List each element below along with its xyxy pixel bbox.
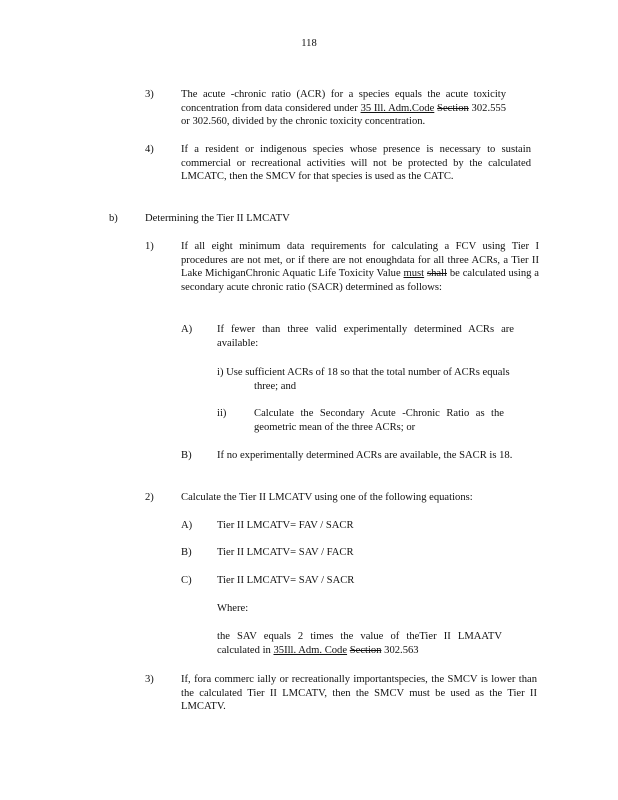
item-ii-number: ii) bbox=[217, 408, 227, 419]
item-4-text: If a resident or indigenous species whose presence is necessary to sustain commercial or recreational activities will not be protected by the calculated LMCATC, then the SMCV for that species is used as the CATC. bbox=[181, 144, 531, 182]
must-underlined: must bbox=[403, 268, 425, 279]
equation-C: Tier II LMCATV= SAV / SACR bbox=[217, 575, 355, 586]
item-b2-text: Calculate the Tier II LMCATV using one of the following equations: bbox=[181, 492, 473, 503]
item-A-text: If fewer than three valid experimentally determined ACRs are available: bbox=[217, 324, 514, 349]
equation-A-number: A) bbox=[181, 520, 193, 531]
item-3-text: The acute -chronic ratio (ACR) for a species equals the acute toxicity concentration from data considered under 35 Ill. Adm.Code Section 302.555 or 302.560, divided by the chronic toxicity concentration. bbox=[181, 89, 506, 127]
equation-B: Tier II LMCATV= SAV / FACR bbox=[217, 547, 354, 558]
item-A-number: A) bbox=[181, 324, 193, 335]
item-b3-number: 3) bbox=[145, 674, 154, 685]
item-B-text: If no experimentally determined ACRs are available, the SACR is 18. bbox=[217, 450, 513, 461]
page-number: 118 bbox=[301, 38, 317, 49]
item-3-number: 3) bbox=[145, 89, 154, 100]
item-b2-number: 2) bbox=[145, 492, 154, 503]
item-B-number: B) bbox=[181, 450, 192, 461]
item-b1-number: 1) bbox=[145, 241, 154, 252]
item-4-number: 4) bbox=[145, 144, 154, 155]
section-b-number: b) bbox=[109, 213, 118, 224]
section-b-title: Determining the Tier II LMCATV bbox=[145, 213, 290, 224]
citation-underlined: 35 Ill. Adm.Code bbox=[360, 102, 435, 114]
sav-definition: the SAV equals 2 times the value of theTier II LMAATV calculated in 35Ill. Adm. Code Section 302.563 bbox=[217, 631, 502, 656]
item-ii-text: Calculate the Secondary Acute -Chronic Ratio as the geometric mean of the three ACRs; or bbox=[254, 408, 504, 433]
equation-A: Tier II LMCATV= FAV / SACR bbox=[217, 520, 354, 531]
citation-underlined: 35Ill. Adm. Code bbox=[273, 644, 348, 656]
section-struck: Section bbox=[349, 644, 382, 656]
item-i-text: i) Use sufficient ACRs of 18 so that the total number of ACRs equals three; and bbox=[217, 367, 510, 392]
shall-struck: shall bbox=[426, 268, 447, 279]
equation-C-number: C) bbox=[181, 575, 192, 586]
where-label: Where: bbox=[217, 603, 249, 614]
equation-B-number: B) bbox=[181, 547, 192, 558]
item-b3-text: If, fora commerc ially or recreationally importantspecies, the SMCV is lower than the calculated Tier II LMCATV, then the SMCV must be used as the Tier II LMCATV. bbox=[181, 674, 537, 712]
section-struck: Section bbox=[437, 102, 469, 114]
item-b1-text: If all eight minimum data requirements for calculating a FCV using Tier I procedures are not met, or if there are not enoughdata for all three ACRs, a Tier II Lake MichiganChronic Aquatic Life Toxicity Value must shall be calculated using a secondary acute chronic ratio (SACR) determined as follows: bbox=[181, 241, 540, 293]
